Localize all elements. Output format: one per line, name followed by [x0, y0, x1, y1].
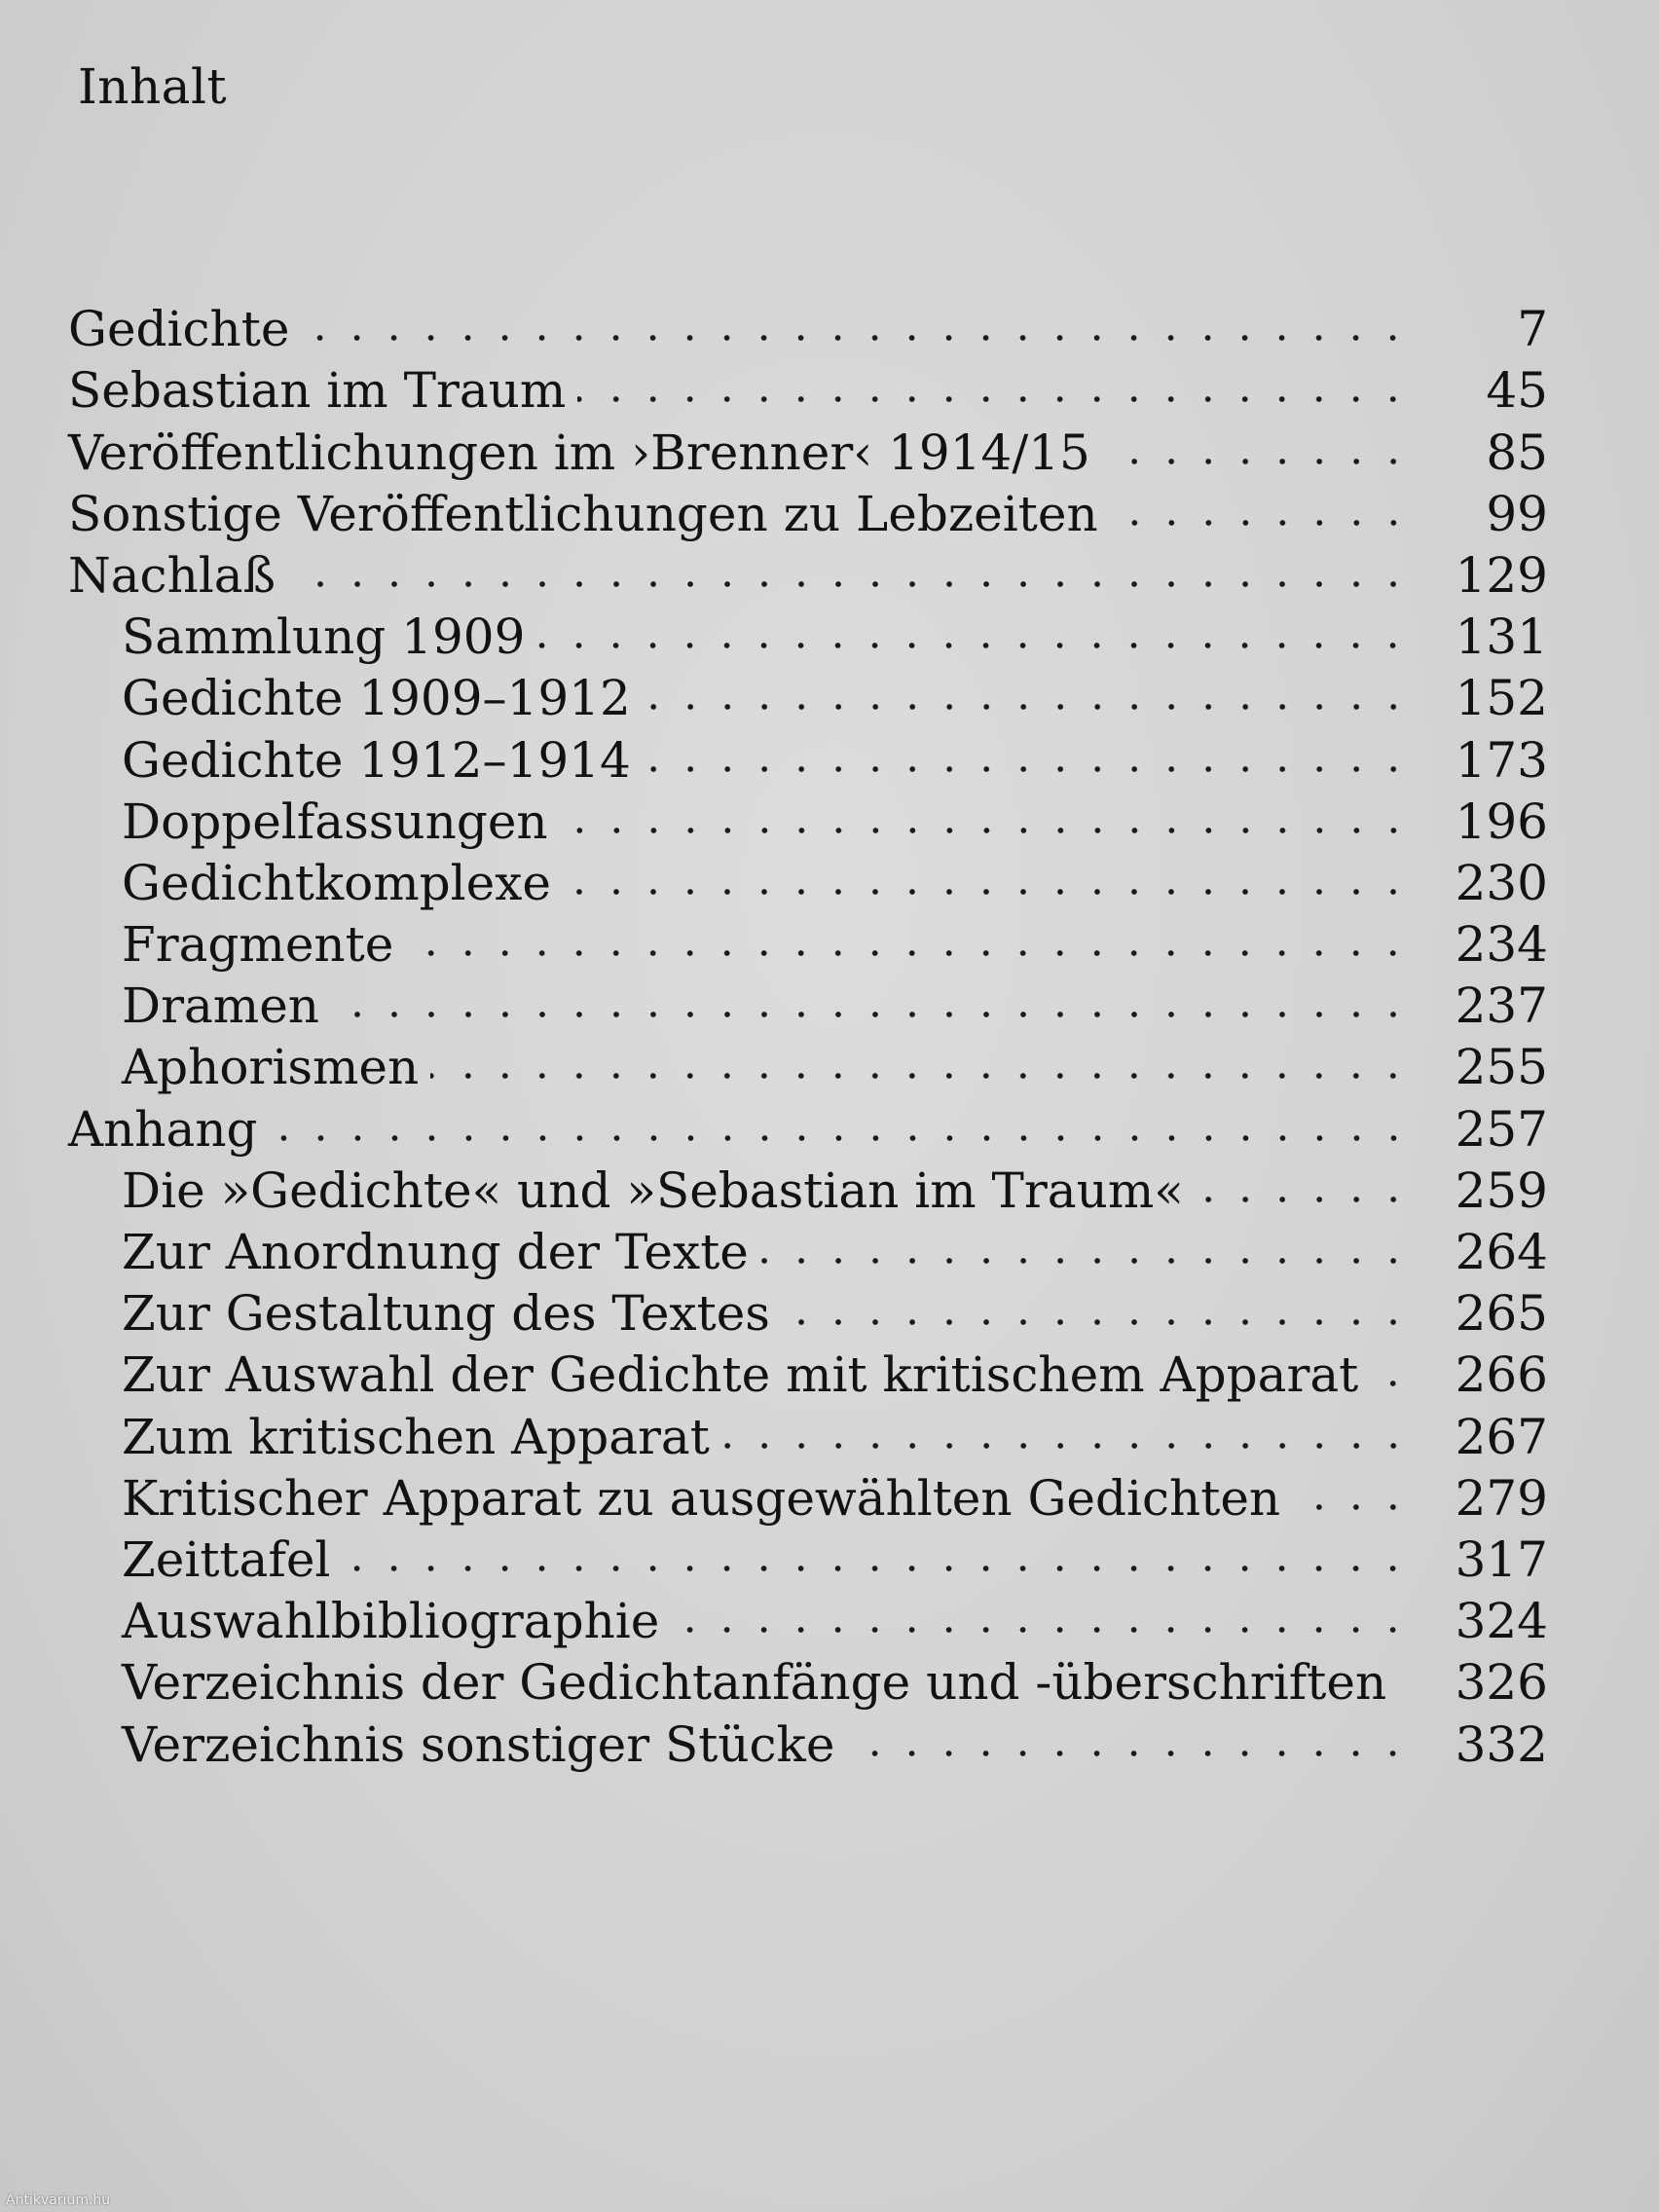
toc-entry-label: Sammlung 1909	[122, 608, 526, 666]
toc-entry	[68, 1215, 1548, 1280]
toc-entry-page: 234	[1455, 916, 1548, 974]
dot-leader	[1196, 1194, 1412, 1205]
toc-entry	[68, 1091, 1548, 1158]
toc-entry-page: 99	[1486, 485, 1548, 542]
toc-entry-label: Sonstige Veröffentlichungen zu Lebzeiten	[68, 485, 1098, 542]
toc-entry-label: Gedichte 1909–1912	[122, 670, 631, 727]
toc-entry-page: 131	[1455, 608, 1548, 666]
toc-entry-label: Doppelfassungen	[122, 793, 548, 850]
toc-entry-page: 332	[1455, 1715, 1548, 1773]
toc-entry-label: Sebastian im Traum	[68, 362, 567, 420]
toc-entry	[68, 1584, 1548, 1650]
toc-entry	[68, 1154, 1548, 1219]
dot-leader	[671, 1624, 1412, 1636]
toc-entry-label: Auswahlbibliographie	[122, 1593, 660, 1650]
toc-entry-page: 265	[1455, 1285, 1548, 1343]
dot-leader	[643, 763, 1412, 775]
toc-entry-label: Anhang	[68, 1100, 258, 1158]
toc-entry	[68, 1707, 1548, 1773]
toc-entry	[68, 969, 1548, 1035]
toc-entry	[68, 907, 1548, 974]
toc-entry	[68, 292, 1548, 358]
toc-entry-label: Zur Anordnung der Texte	[122, 1224, 749, 1280]
toc-entry	[68, 722, 1548, 789]
dot-leader	[405, 947, 1412, 959]
toc-entry-page: 266	[1455, 1346, 1548, 1404]
toc-entry-label: Nachlaß	[68, 546, 276, 604]
toc-entry-page: 85	[1486, 424, 1548, 481]
dot-leader	[643, 701, 1412, 713]
toc-entry-label: Verzeichnis sonstiger Stücke	[122, 1715, 835, 1773]
toc-entry-page: 173	[1455, 731, 1548, 789]
toc-entry-page: 45	[1486, 362, 1548, 420]
dot-leader	[270, 1132, 1412, 1144]
toc-entry	[68, 1523, 1548, 1588]
toc-entry	[68, 1338, 1548, 1404]
toc-entry	[68, 477, 1548, 542]
toc-entry	[68, 538, 1548, 604]
toc-entry-page: 237	[1455, 977, 1548, 1035]
toc-entry-page: 7	[1517, 301, 1548, 358]
toc-entry-page: 255	[1455, 1039, 1548, 1096]
dot-leader	[430, 1070, 1412, 1082]
toc-entry	[68, 1399, 1548, 1465]
dot-leader	[331, 1009, 1412, 1020]
toc-entry-page: 324	[1455, 1593, 1548, 1650]
dot-leader	[342, 1563, 1412, 1574]
toc-entry-label: Zeittafel	[122, 1530, 331, 1588]
toc-entry-page: 267	[1455, 1408, 1548, 1465]
toc-entry-page: 317	[1455, 1530, 1548, 1588]
toc-entry-label: Zur Gestaltung des Textes	[122, 1285, 770, 1343]
dot-leader	[563, 886, 1412, 898]
toc-entry	[68, 1461, 1548, 1527]
toc-entry-page: 326	[1455, 1654, 1548, 1712]
toc-entry	[68, 785, 1548, 850]
toc-entry-label: Zur Auswahl der Gedichte mit kritischem Apparat	[122, 1346, 1359, 1404]
dot-leader	[760, 1255, 1412, 1267]
toc-entry-page: 196	[1455, 793, 1548, 850]
dot-leader	[287, 578, 1412, 590]
toc-entry-label: Dramen	[122, 977, 320, 1035]
toc-entry	[68, 661, 1548, 727]
dot-leader	[782, 1316, 1412, 1328]
toc-entry-label: Zum kritischen Apparat	[122, 1408, 710, 1465]
toc-entry	[68, 846, 1548, 911]
toc-entry	[68, 1030, 1548, 1096]
dot-leader	[577, 393, 1412, 405]
dot-leader	[1102, 456, 1412, 467]
dot-leader	[1292, 1501, 1412, 1513]
toc-entry-label: Gedichtkomplexe	[122, 854, 552, 911]
toc-entry	[68, 1276, 1548, 1343]
toc-entry-page: 257	[1455, 1100, 1548, 1158]
dot-leader	[1110, 517, 1412, 529]
toc-entry	[68, 353, 1548, 420]
table-of-contents	[68, 292, 1548, 1773]
page-heading: Inhalt	[78, 58, 228, 115]
dot-leader	[846, 1748, 1412, 1759]
toc-entry-label: Aphorismen	[122, 1039, 420, 1096]
dot-leader	[560, 825, 1412, 836]
toc-entry-label: Die »Gedichte« und »Sebastian im Traum«	[122, 1161, 1184, 1219]
toc-entry	[68, 600, 1548, 666]
dot-leader	[536, 640, 1412, 651]
toc-entry-label: Veröffentlichungen im ›Brenner‹ 1914/15	[68, 424, 1090, 481]
dot-leader	[1370, 1378, 1412, 1389]
toc-entry-page: 129	[1455, 546, 1548, 604]
toc-entry-label: Kritischer Apparat zu ausgewählten Gedichten	[122, 1469, 1281, 1527]
dot-leader	[1398, 1685, 1412, 1697]
toc-entry	[68, 415, 1548, 481]
toc-entry-label: Gedichte 1912–1914	[122, 731, 631, 789]
toc-entry-label: Fragmente	[122, 916, 394, 974]
toc-entry-page: 230	[1455, 854, 1548, 911]
toc-entry-page: 152	[1455, 670, 1548, 727]
dot-leader	[301, 332, 1412, 344]
toc-entry-label: Gedichte	[68, 301, 290, 358]
toc-entry-page: 264	[1455, 1224, 1548, 1280]
watermark: Antikvarium.hu	[6, 2193, 111, 2208]
toc-entry	[68, 1645, 1548, 1712]
toc-entry-label: Verzeichnis der Gedichtanfänge und -überschriften	[122, 1654, 1387, 1712]
dot-leader	[721, 1440, 1412, 1452]
toc-entry-page: 259	[1455, 1161, 1548, 1219]
toc-entry-page: 279	[1455, 1469, 1548, 1527]
